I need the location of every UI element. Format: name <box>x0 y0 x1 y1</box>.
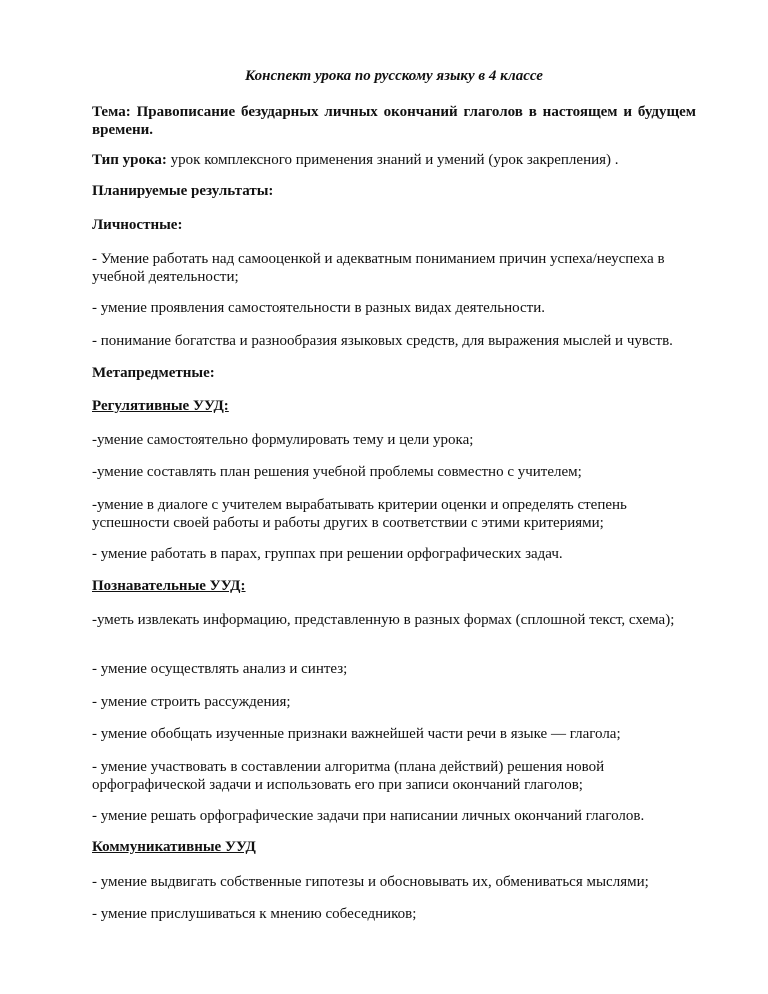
personal-heading: Личностные: <box>92 217 183 233</box>
list-item: -умение составлять план решения учебной проблемы совместно с учителем; <box>92 464 582 480</box>
list-item: - умение выдвигать собственные гипотезы и обосновывать их, обмениваться мыслями; <box>92 874 649 890</box>
communicative-heading: Коммуникативные УУД <box>92 839 256 855</box>
topic-label: Тема: <box>92 104 131 120</box>
lesson-type-paragraph <box>92 151 696 169</box>
list-item: - умение работать в парах, группах при решении орфографических задач. <box>92 546 563 562</box>
topic-paragraph <box>92 103 696 139</box>
document-title: Конспект урока по русскому языку в 4 классе <box>245 68 543 84</box>
meta-heading: Метапредметные: <box>92 365 215 381</box>
list-item: - умение обобщать изученные признаки важнейшей части речи в языке — глагола; <box>92 726 621 742</box>
list-item: -умение самостоятельно формулировать тему и цели урока; <box>92 432 474 448</box>
list-item: - Умение работать над самооценкой и адекватным пониманием причин успеха/неуспеха в учебной деятельности; <box>92 251 665 285</box>
list-item: - понимание богатства и разнообразия языковых средств, для выражения мыслей и чувств. <box>92 333 673 349</box>
list-item: - умение участвовать в составлении алгоритма (плана действий) решения новой орфографической задачи и использовать его при записи окончаний глаголов; <box>92 759 605 793</box>
cognitive-heading: Познавательные УУД: <box>92 578 246 594</box>
list-item: - умение осуществлять анализ и синтез; <box>92 661 348 677</box>
planned-results-heading: Планируемые результаты: <box>92 183 274 199</box>
lesson-type-label: Тип урока: <box>92 152 167 168</box>
list-item: - умение строить рассуждения; <box>92 694 291 710</box>
document-page <box>92 0 696 994</box>
list-item: - умение прислушиваться к мнению собеседников; <box>92 906 417 922</box>
list-item: -уметь извлекать информацию, представленную в разных формах (сплошной текст, схема); <box>92 612 675 628</box>
list-item: - умение решать орфографические задачи при написании личных окончаний глаголов. <box>92 808 645 824</box>
list-item: -умение в диалоге с учителем вырабатывать критерии оценки и определять степень успешности своей работы и работы других в соответствии с этими критериями; <box>92 497 627 531</box>
topic-text: Правописание безударных личных окончаний глаголов в настоящем и будущем времени. <box>92 104 696 138</box>
list-item: - умение проявления самостоятельности в разных видах деятельности. <box>92 300 545 316</box>
regulative-heading: Регулятивные УУД: <box>92 398 229 414</box>
lesson-type-text: урок комплексного применения знаний и умений (урок закрепления) . <box>170 152 619 168</box>
